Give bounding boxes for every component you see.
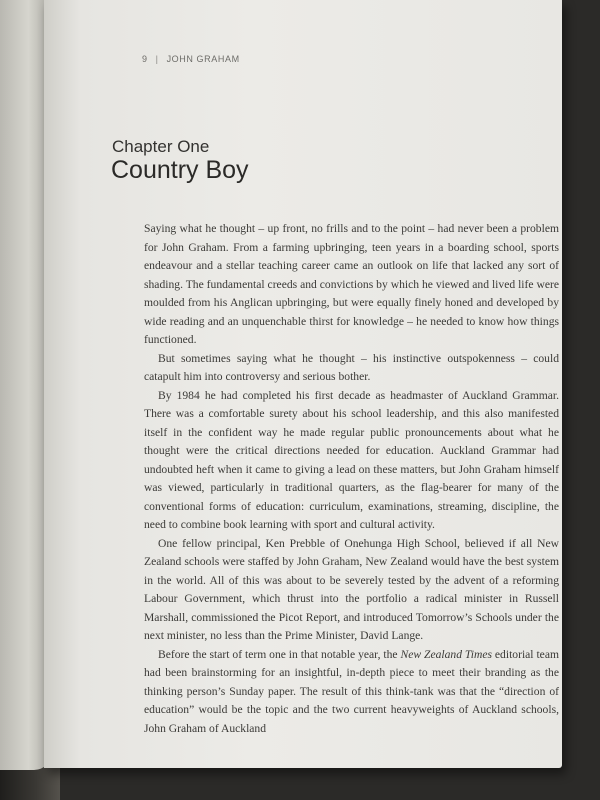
running-head-author: JOHN GRAHAM (166, 54, 240, 64)
chapter-title: Country Boy (111, 156, 249, 184)
chapter-label: Chapter One (112, 137, 210, 156)
header-separator: | (155, 54, 159, 64)
paragraph: By 1984 he had completed his first decade as headmaster of Auckland Grammar. There was a comfortable surety about his school leadership, and this also manifested itself in the confident way he made regular public pronouncements about what he thought were the critical directions needed for education. Auckland Grammar had undoubted heft when it came to giving a lead on these matters, but John Graham himself was viewed, particularly in traditional quarters, as the flag-bearer for many of the conventional forms of education: curriculum, examinations, streaming, discipline, the need to combine book learning with sport and cultural activity. (144, 388, 559, 531)
paragraph: One fellow principal, Ken Prebble of Onehunga High School, believed if all New Zealand schools were staffed by John Graham, New Zealand would have the best system in the world. All of this was about to be severely tested by the advent of a reforming Labour Government, which thrust into the portfolio a radical minister in Russell Marshall, commissioned the Picot Report, and introduced Tomorrow’s Schools under the next minister, no less than the Prime Minister, David Lange. (144, 536, 559, 642)
newspaper-title: New Zealand Times (400, 647, 492, 661)
book-page (44, 0, 562, 768)
running-header (142, 54, 240, 64)
paragraph: Saying what he thought – up front, no frills and to the point – had never been a problem for John Graham. From a farming upbringing, teen years in a boarding school, sports endeavour and a stellar teaching career came an outlook on life that lacked any sort of shading. The fundamental creeds and convictions by which he viewed and lived life were moulded from his Anglican upbringing, but were equally finely honed and developed by wide reading and an unquenchable thirst for knowledge – he needed to know how things functioned. (144, 222, 559, 346)
page-number: 9 (142, 54, 148, 64)
paragraph-text: editorial team had been brainstorming for an insightful, in-depth piece to meet their branding as the thinking person’s Sunday paper. The result of this think-tank was that the “direction of education” would be the topic and the two current heavyweights of Auckland schools, John Graham of Auckland (144, 647, 559, 735)
paragraph-last (144, 646, 559, 739)
body-text (144, 220, 559, 738)
paragraph-text: Before the start of term one in that notable year, the (158, 647, 401, 661)
paragraph: But sometimes saying what he thought – his instinctive outspokenness – could catapult him into controversy and serious bother. (144, 351, 559, 383)
